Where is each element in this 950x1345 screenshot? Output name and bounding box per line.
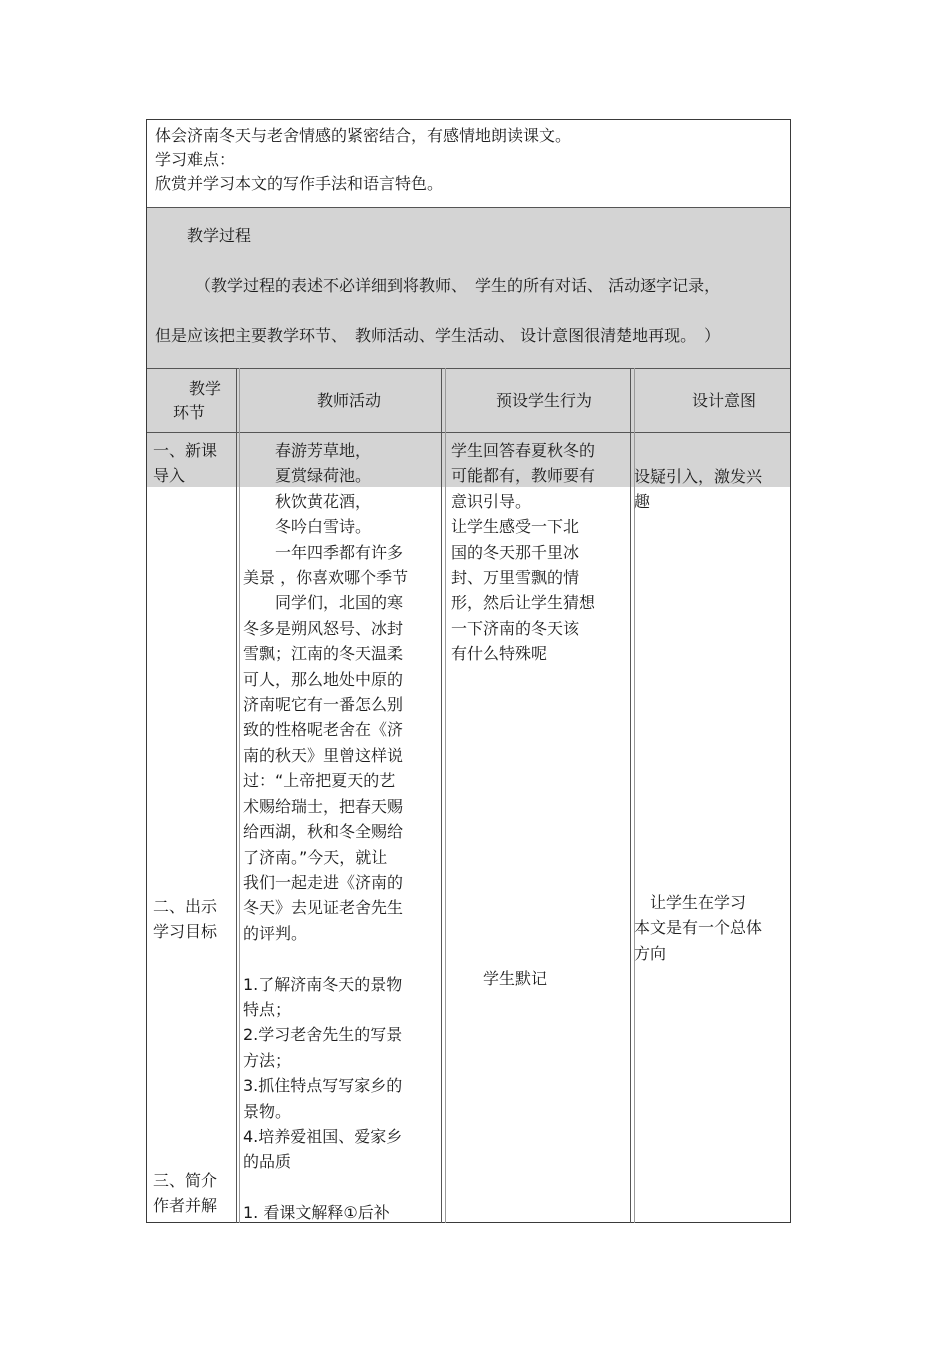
goals-text bbox=[155, 124, 571, 196]
student-behavior-cell: 学生默记 bbox=[483, 969, 548, 988]
column-divider bbox=[236, 368, 237, 1223]
goal-key-point-line: 体会济南冬天与老舍情感的紧密结合，有感情地朗读课文。 bbox=[155, 126, 572, 145]
column-divider bbox=[239, 368, 240, 1223]
process-note-line-2: 但是应该把主要教学环节、 教师活动、学生活动、 设计意图很清楚地再现。 ） bbox=[155, 326, 721, 345]
divider bbox=[147, 207, 790, 208]
header-student-behavior: 预设学生行为 bbox=[496, 391, 593, 410]
lesson-plan-table bbox=[146, 119, 791, 1223]
header-stage-line-1: 教学 bbox=[189, 379, 222, 398]
stage-cell-objectives: 二、出示 学习目标 bbox=[153, 897, 218, 942]
divider bbox=[147, 368, 790, 369]
header-design-intent: 设计意图 bbox=[692, 391, 757, 410]
stage-cell-author: 三、简介 作者并解 bbox=[153, 1171, 218, 1216]
difficulty-line: 欣赏并学习本文的写作手法和语言特色。 bbox=[155, 174, 444, 193]
design-intent-cell: 设疑引入，激发兴 趣 bbox=[634, 467, 763, 512]
difficulty-heading: 学习难点： bbox=[155, 150, 236, 169]
stage-cell-intro: 一、新课 导入 bbox=[153, 441, 218, 486]
header-teacher-activity: 教师活动 bbox=[317, 391, 382, 410]
header-stage-line-2: 环节 bbox=[173, 403, 206, 422]
teacher-activity-cell: 春游芳草地， 夏赏绿荷池。 秋饮黄花酒， 冬吟白雪诗。 一年四季都有许多 美景 ，你喜欢哪个季节 同学们，北国的寒 冬多是朔风怒号、冰封 雪飘；江南的冬天温柔 可人，那么地处中原的 济南呢它有一番怎么别 致的性格呢老舍在《济 南的秋天》里曾这样说 过：“上帝把夏天的艺 术赐给瑞士，把春天赐 给西湖，秋和冬全赐给 了济南。”今天，就让 我们一起走进《济南的 冬天》去见证老舍先生 的评判。 1.了解济南冬天的景物 特点； 2.学习老舍先生的写景 方法； 3.抓住特点写写家乡的 景物。 4.培养爱祖国、爱家乡 的品质 1. 看课文解释①后补 bbox=[243, 441, 409, 1223]
student-behavior-cell: 学生回答春夏秋冬的 可能都有，教师要有 意识引导。 让学生感受一下北 国的冬天那千里冰 封、万里雪飘的情 形，然后让学生猜想 一下济南的冬天该 有什么特殊呢 bbox=[451, 441, 596, 664]
column-divider bbox=[630, 368, 631, 1223]
column-divider bbox=[441, 368, 442, 1223]
header-divider bbox=[147, 432, 790, 433]
process-title: 教学过程 bbox=[187, 226, 252, 245]
design-intent-cell: 让学生在学习 本文是有一个总体 方向 bbox=[634, 893, 763, 963]
process-note-line-1: （教学过程的表述不必详细到将教师、 学生的所有对话、 活动逐字记录， bbox=[195, 276, 721, 295]
column-divider bbox=[445, 368, 446, 1223]
